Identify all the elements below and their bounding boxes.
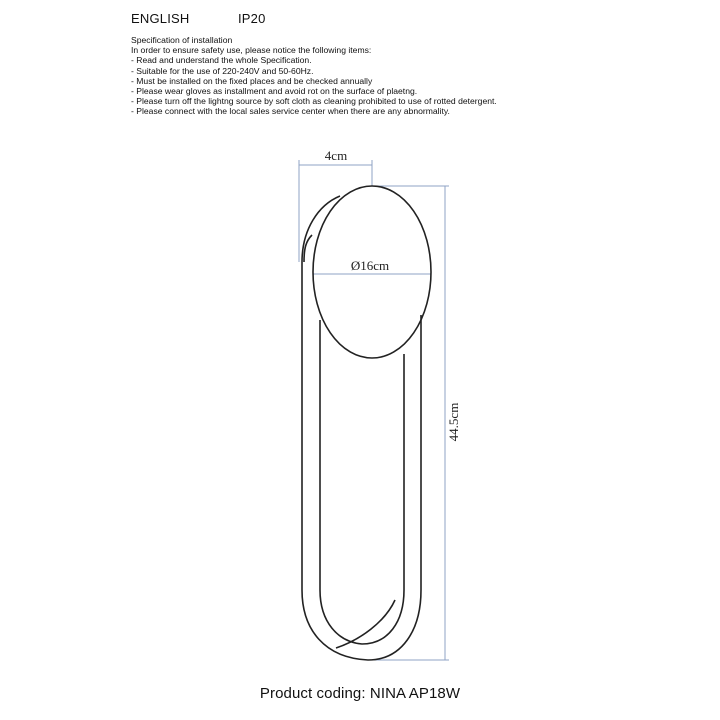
spec-item: - Please connect with the local sales service center when there are any abnormality. (131, 106, 450, 117)
spec-item: - Please turn off the lightng source by soft cloth as cleaning prohibited to use of rotted detergent. (131, 96, 497, 107)
dimension-lines (299, 160, 449, 660)
inner-ring (320, 320, 404, 644)
product-coding: Product coding: NINA AP18W (259, 685, 461, 702)
spec-title: Specification of installation (131, 35, 233, 45)
spec-item: - Suitable for the use of 220-240V and 50-60Hz. (131, 65, 314, 76)
spec-item: - Please wear gloves as installment and avoid rot on the surface of plaetng. (131, 86, 418, 97)
depth-label: 4cm (324, 148, 348, 163)
height-label: 44.5cm (446, 402, 461, 442)
ip-rating-label: IP20 (238, 11, 266, 26)
diameter-label: Ø16cm (350, 258, 390, 273)
language-label: ENGLISH (131, 11, 190, 26)
spec-item: - Must be installed on the fixed places and be checked annually (131, 75, 373, 86)
ring-crossing (336, 600, 395, 648)
spec-item: - Read and understand the whole Specification. (131, 55, 312, 66)
spec-intro: In order to ensure safety use, please notice the following items: (131, 45, 372, 56)
